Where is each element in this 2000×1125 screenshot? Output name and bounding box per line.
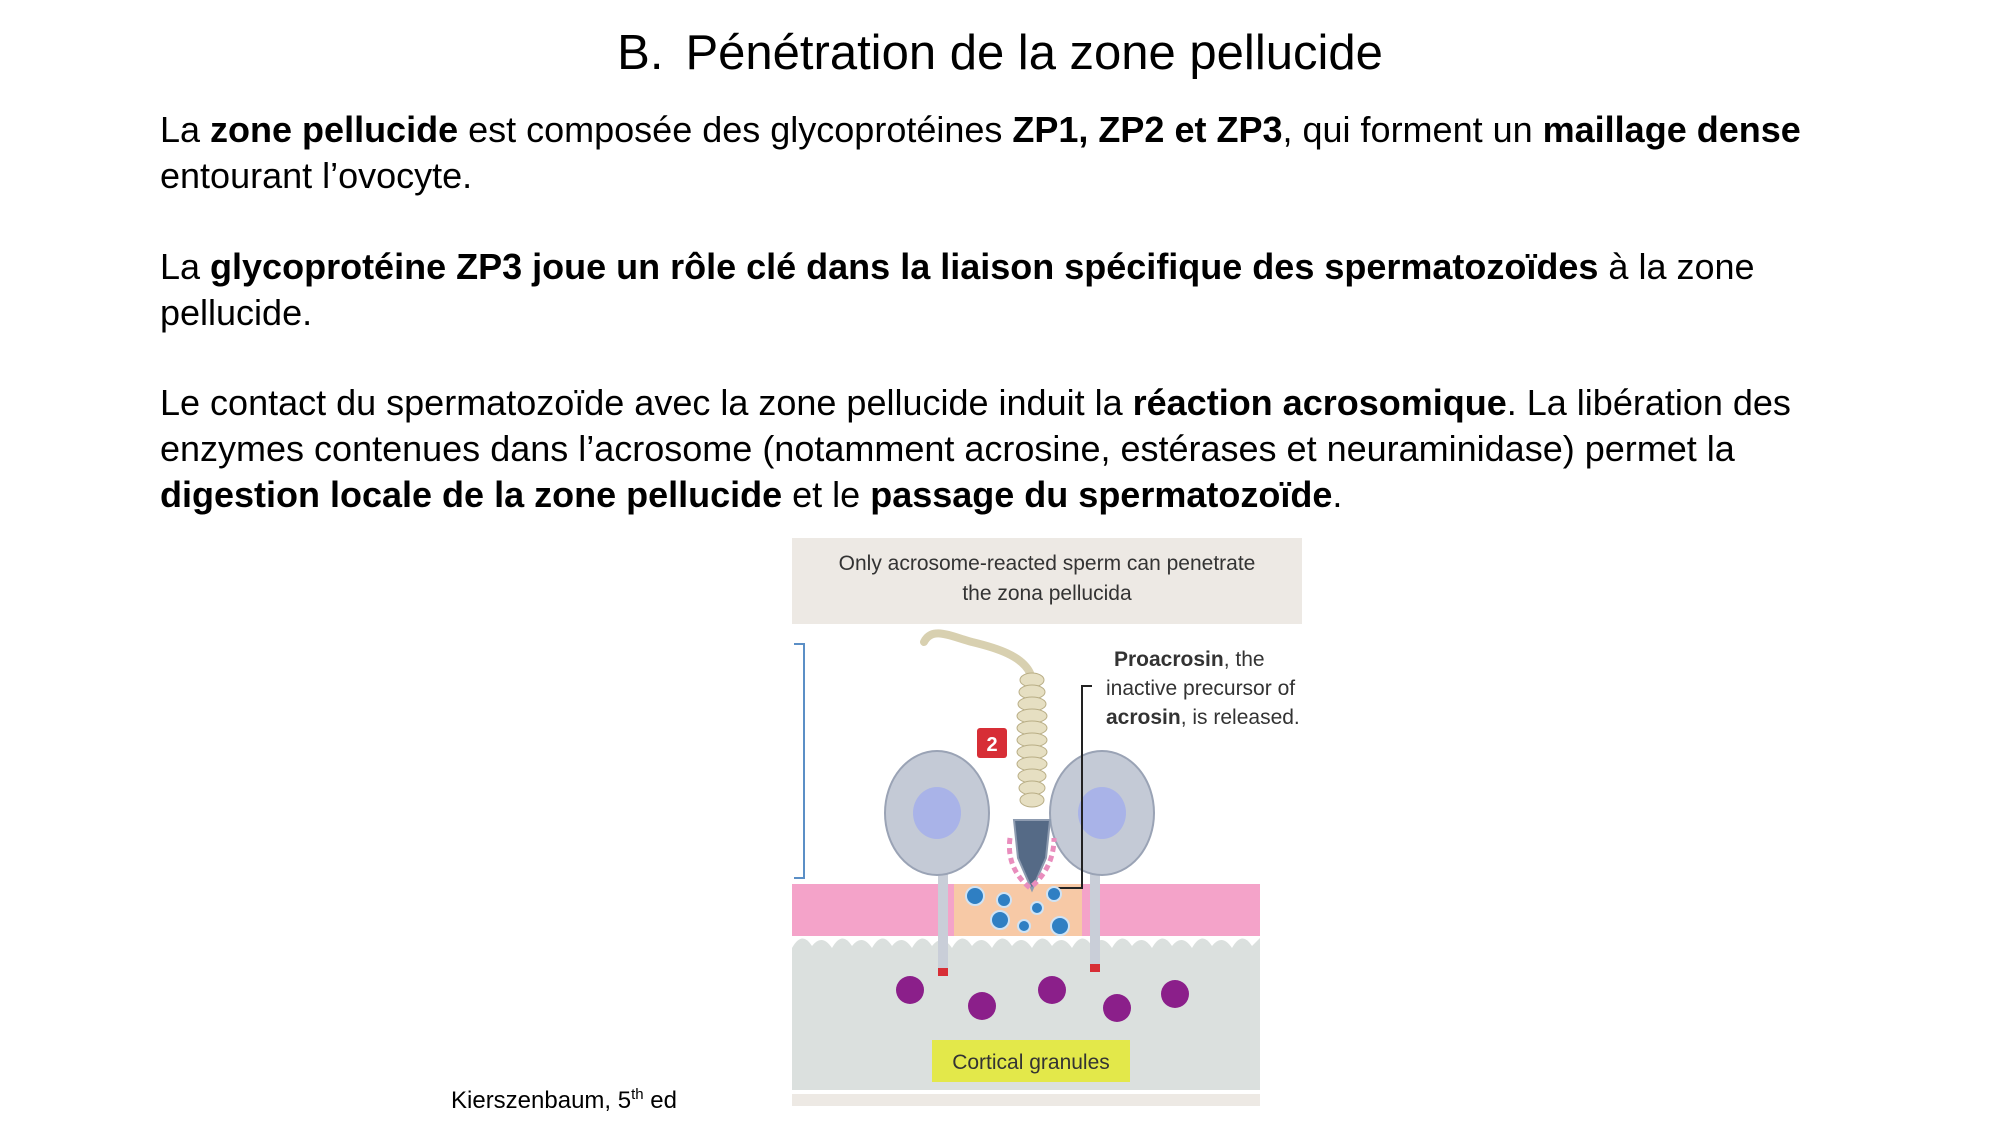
paragraph-zp3-role [160, 244, 1860, 336]
bold-run: zone pellucide [210, 109, 459, 150]
callout-text-line1 [1114, 648, 1265, 671]
figure-header-band [792, 538, 1302, 624]
microvillus-stalk-left [938, 868, 948, 972]
slide-title [0, 22, 2000, 84]
text-run: La [160, 109, 211, 150]
section-title: Pénétration de la zone pellucide [685, 26, 1383, 80]
credit-superscript: th [631, 1086, 644, 1103]
text-run: Le contact du spermatozoïde avec la zone pellucide induit la [160, 382, 1133, 423]
figure-bottom-strip [792, 1094, 1260, 1106]
paragraph-acrosome-reaction [160, 380, 1860, 518]
paragraph-zona-composition [160, 107, 1860, 199]
bold-run: ZP1, ZP2 et ZP3 [1012, 109, 1283, 150]
callout-text-line3 [1106, 706, 1300, 729]
section-letter: B. [617, 26, 664, 80]
figure-header-line1: Only acrosome-reacted sperm can penetrate [838, 552, 1256, 575]
text-run: à la zone pellucide. [160, 246, 1755, 333]
sperm-tail [924, 633, 1030, 673]
bold-run: réaction acrosomique [1132, 382, 1507, 423]
text-run: . La libération des enzymes contenues dans l’acrosome (notamment acrosine, estérases et neuraminidase) permet la [160, 382, 1791, 469]
text-run: et le [782, 474, 871, 515]
stalk-tip-right [1090, 964, 1100, 972]
sperm-midpiece [1017, 673, 1047, 807]
bracket-line [794, 644, 804, 878]
callout-bold-proacrosin: Proacrosin [1114, 648, 1224, 671]
figure-header-line2: the zona pellucida [962, 582, 1132, 605]
text-run: entourant l’ovocyte. [160, 155, 473, 196]
bold-run: maillage dense [1542, 109, 1801, 150]
step-badge-number: 2 [986, 734, 998, 756]
bold-run: passage du spermatozoïde [870, 474, 1333, 515]
text-run: est composée des glycoprotéines [458, 109, 1013, 150]
callout-rest1: , the [1223, 648, 1265, 671]
microvillus-stalk-right [1090, 868, 1100, 972]
bold-run: digestion locale de la zone pellucide [160, 474, 783, 515]
callout-text-line2: inactive precursor of [1106, 677, 1296, 700]
nucleus-left [913, 787, 961, 839]
acrosome-reaction-figure [792, 538, 1307, 1108]
stalk-tip-left [938, 968, 948, 976]
text-run: La [160, 246, 211, 287]
callout-rest3: , is released. [1180, 706, 1300, 729]
text-run: . [1332, 474, 1343, 515]
callout-bold-acrosin: acrosin [1106, 706, 1181, 729]
text-run: , qui forment un [1282, 109, 1543, 150]
nucleus-right [1078, 787, 1126, 839]
cortical-granules-label: Cortical granules [952, 1051, 1110, 1074]
credit-author: Kierszenbaum, 5 [451, 1087, 632, 1114]
credit-suffix: ed [643, 1087, 677, 1114]
image-credit [451, 1080, 677, 1116]
bold-run: glycoprotéine ZP3 joue un rôle clé dans la liaison spécifique des spermatozoïdes [210, 246, 1599, 287]
